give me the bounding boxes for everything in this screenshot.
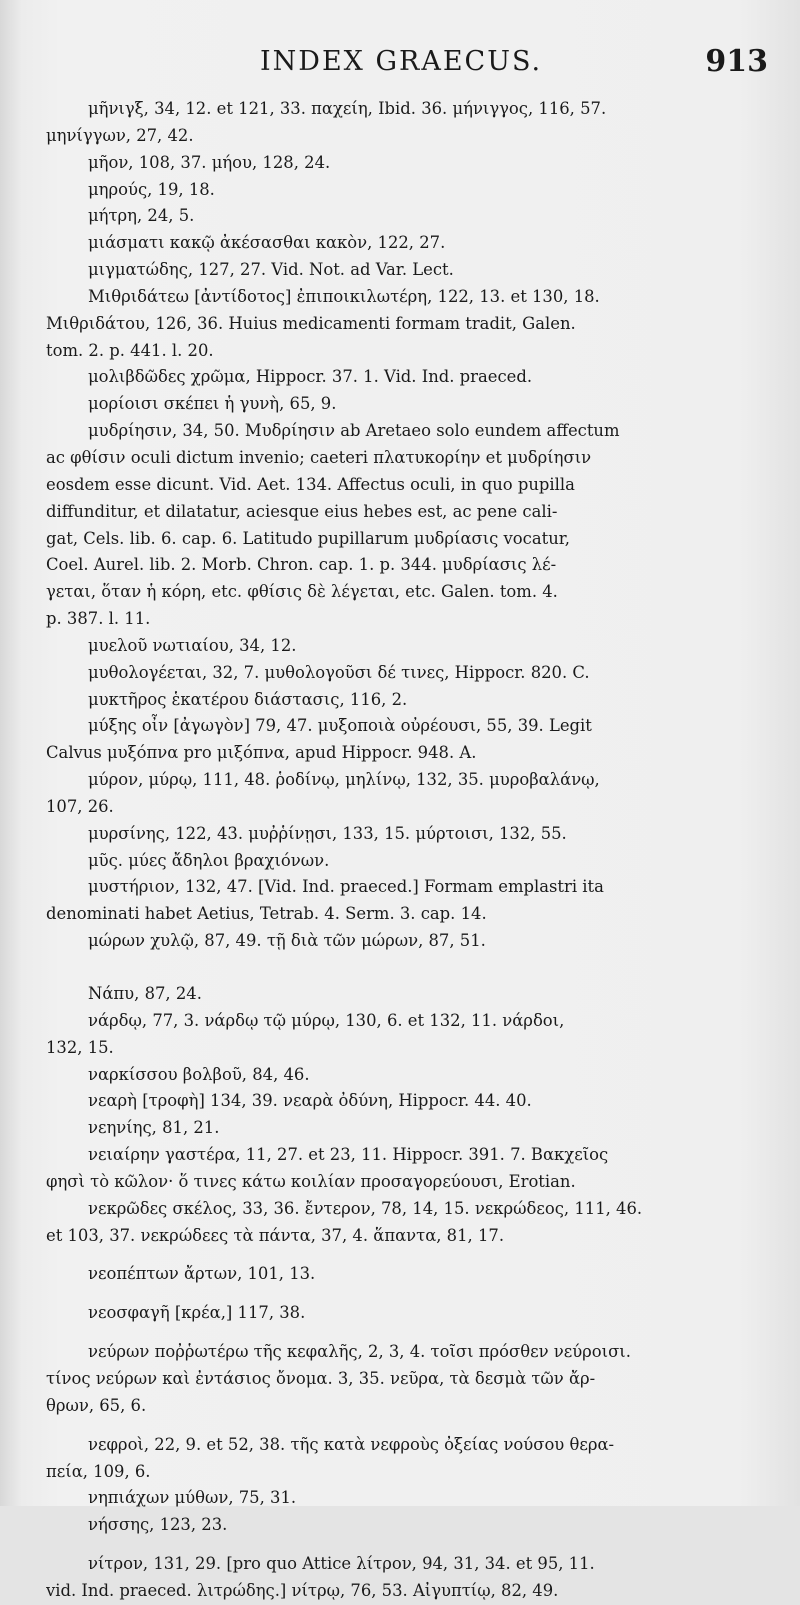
index-entry-line: μυελοῦ νωτιαίου, 34, 12.	[88, 635, 297, 655]
index-entry-continuation: Μιθριδάτου, 126, 36. Huius medicamenti formam tradit, Galen.	[46, 313, 576, 333]
index-entry-continuation: φησὶ τὸ κῶλον· ὅ τινες κάτω κοιλίαν προσαγορεύουσι, Erotian.	[46, 1171, 576, 1191]
index-entry-line: νηπιάχων μύθων, 75, 31.	[88, 1488, 297, 1508]
index-entry-line: μυστήριον, 132, 47. [Vid. Ind. praeced.] Formam emplastri ita	[88, 877, 604, 897]
index-entry-line: νήσσης, 123, 23.	[88, 1515, 228, 1535]
index-entry-line: μολιβδῶδες χρῶμα, Hippocr. 37. 1. Vid. Ind. praeced.	[88, 367, 533, 387]
index-entry-continuation: γεται, ὅταν ἡ κόρη, etc. φθίσις δὲ λέγεται, etc. Galen. tom. 4.	[46, 582, 558, 602]
index-entry-line: νειαίρην γαστέρα, 11, 27. et 23, 11. Hippocr. 391. 7. Βακχεῖος	[88, 1145, 609, 1165]
index-entry-line: νεφροὶ, 22, 9. et 52, 38. τῆς κατὰ νεφροὺς ὀξείας νούσου θερα-	[88, 1434, 615, 1454]
index-entry-continuation: 107, 26.	[46, 796, 114, 816]
index-entries	[46, 96, 764, 1605]
index-entry-line: μυθολογέεται, 32, 7. μυθολογοῦσι δέ τινες, Hippocr. 820. C.	[88, 662, 590, 682]
index-entry-continuation: θρων, 65, 6.	[46, 1395, 147, 1415]
index-entry-continuation: gat, Cels. lib. 6. cap. 6. Latitudo pupillarum μυδρίασις vocatur,	[46, 528, 571, 548]
index-entry-line: ναρκίσσου βολβοῦ, 84, 46.	[88, 1064, 310, 1084]
index-entry-continuation: et 103, 37. νεκρώδεες τὰ πάντα, 37, 4. ἅπαντα, 81, 17.	[46, 1225, 505, 1245]
index-entry-line: μύρον, μύρῳ, 111, 48. ῥοδίνῳ, μηλίνῳ, 132, 35. μυροβαλάνῳ,	[88, 770, 600, 790]
index-entry-continuation: ac φθίσιν oculi dictum invenio; caeteri πλατυκορίην et μυδρίησιν	[46, 447, 592, 467]
index-entry-continuation: vid. Ind. praeced. λιτρώδης.] νίτρῳ, 76, 53. Αἰγυπτίῳ, 82, 49.	[46, 1580, 559, 1600]
index-entry-continuation: tom. 2. p. 441. l. 20.	[46, 340, 214, 360]
index-entry-line: μυρσίνης, 122, 43. μυῤῥίνῃσι, 133, 15. μύρτοισι, 132, 55.	[88, 823, 567, 843]
index-entry-line: μορίοισι σκέπει ἡ γυνὴ, 65, 9.	[88, 394, 337, 414]
index-entry-line: μηρούς, 19, 18.	[88, 179, 215, 199]
index-entry-line: νάρδῳ, 77, 3. νάρδῳ τῷ μύρῳ, 130, 6. et 132, 11. νάρδοι,	[88, 1010, 565, 1030]
index-entry-line: νεηνίης, 81, 21.	[88, 1118, 220, 1138]
page-number: 913	[705, 44, 768, 79]
index-entry-line: μυδρίησιν, 34, 50. Μυδρίησιν ab Aretaeo solo eundem affectum	[88, 421, 620, 441]
page-header	[46, 44, 768, 96]
index-entry-line: νεύρων ποῤῥωτέρω τῆς κεφαλῆς, 2, 3, 4. τοῖσι πρόσθεν νεύροισι.	[88, 1342, 631, 1362]
index-entry-line: μῆνιγξ, 34, 12. et 121, 33. παχείη, Ibid. 36. μήνιγγος, 116, 57.	[88, 99, 607, 118]
index-entry-line: μῆον, 108, 37. μήου, 128, 24.	[88, 152, 331, 172]
index-entry-line: νεοσφαγῆ [κρέα,] 117, 38.	[88, 1303, 306, 1323]
index-entry-line: νεαρὴ [τροφὴ] 134, 39. νεαρὰ ὀδύνη, Hippocr. 44. 40.	[88, 1091, 532, 1111]
index-entry-line: νίτρον, 131, 29. [pro quo Attice λίτρον, 94, 31, 34. et 95, 11.	[88, 1554, 595, 1574]
index-entry-line: μήτρη, 24, 5.	[88, 206, 195, 226]
index-entry-continuation: diffunditur, et dilatatur, aciesque eius hebes est, ac pene cali-	[46, 501, 558, 521]
index-entry-line: μώρων χυλῷ, 87, 49. τῇ διὰ τῶν μώρων, 87, 51.	[88, 931, 486, 951]
index-entry-line: μῦς. μύες ἄδηλοι βραχιόνων.	[88, 850, 330, 870]
index-entry-continuation: μηνίγγων, 27, 42.	[46, 125, 194, 145]
index-entry-continuation: Coel. Aurel. lib. 2. Morb. Chron. cap. 1. p. 344. μυδρίασις λέ-	[46, 555, 557, 575]
running-title: INDEX GRAECUS.	[260, 46, 543, 77]
index-entry-continuation: 132, 15.	[46, 1037, 114, 1057]
index-entry-line: νεκρῶδες σκέλος, 33, 36. ἔντερον, 78, 14, 15. νεκρώδεος, 111, 46.	[88, 1198, 643, 1218]
index-entry-continuation: Calvus μυξόπνα pro μιξόπνα, apud Hippocr. 948. A.	[46, 743, 477, 763]
index-entry-line: Νάπυ, 87, 24.	[88, 984, 202, 1003]
index-entry-line: Μιθριδάτεω [ἀντίδοτος] ἐπιποικιλωτέρη, 122, 13. et 130, 18.	[88, 286, 600, 306]
index-entry-continuation: πεία, 109, 6.	[46, 1461, 151, 1481]
index-entry-line: μυκτῆρος ἑκατέρου διάστασις, 116, 2.	[88, 689, 408, 709]
index-entry-line: μιάσματι κακῷ ἀκέσασθαι κακὸν, 122, 27.	[88, 233, 446, 253]
index-entry-continuation: τίνος νεύρων καὶ ἐντάσιος ὄνομα. 3, 35. νεῦρα, τὰ δεσμὰ τῶν ἄρ-	[46, 1368, 596, 1388]
index-entry-line: μιγματώδης, 127, 27. Vid. Not. ad Var. Lect.	[88, 260, 454, 280]
index-entry-line: νεοπέπτων ἄρτων, 101, 13.	[88, 1264, 316, 1284]
index-entry-line: μύξης οἶν [ἀγωγὸν] 79, 47. μυξοποιὰ οὐρέουσι, 55, 39. Legit	[88, 716, 592, 736]
index-entry-continuation: eosdem esse dicunt. Vid. Aet. 134. Affectus oculi, in quo pupilla	[46, 474, 575, 494]
index-entry-continuation: denominati habet Aetius, Tetrab. 4. Serm. 3. cap. 14.	[46, 904, 487, 924]
index-entry-continuation: p. 387. l. 11.	[46, 609, 151, 629]
